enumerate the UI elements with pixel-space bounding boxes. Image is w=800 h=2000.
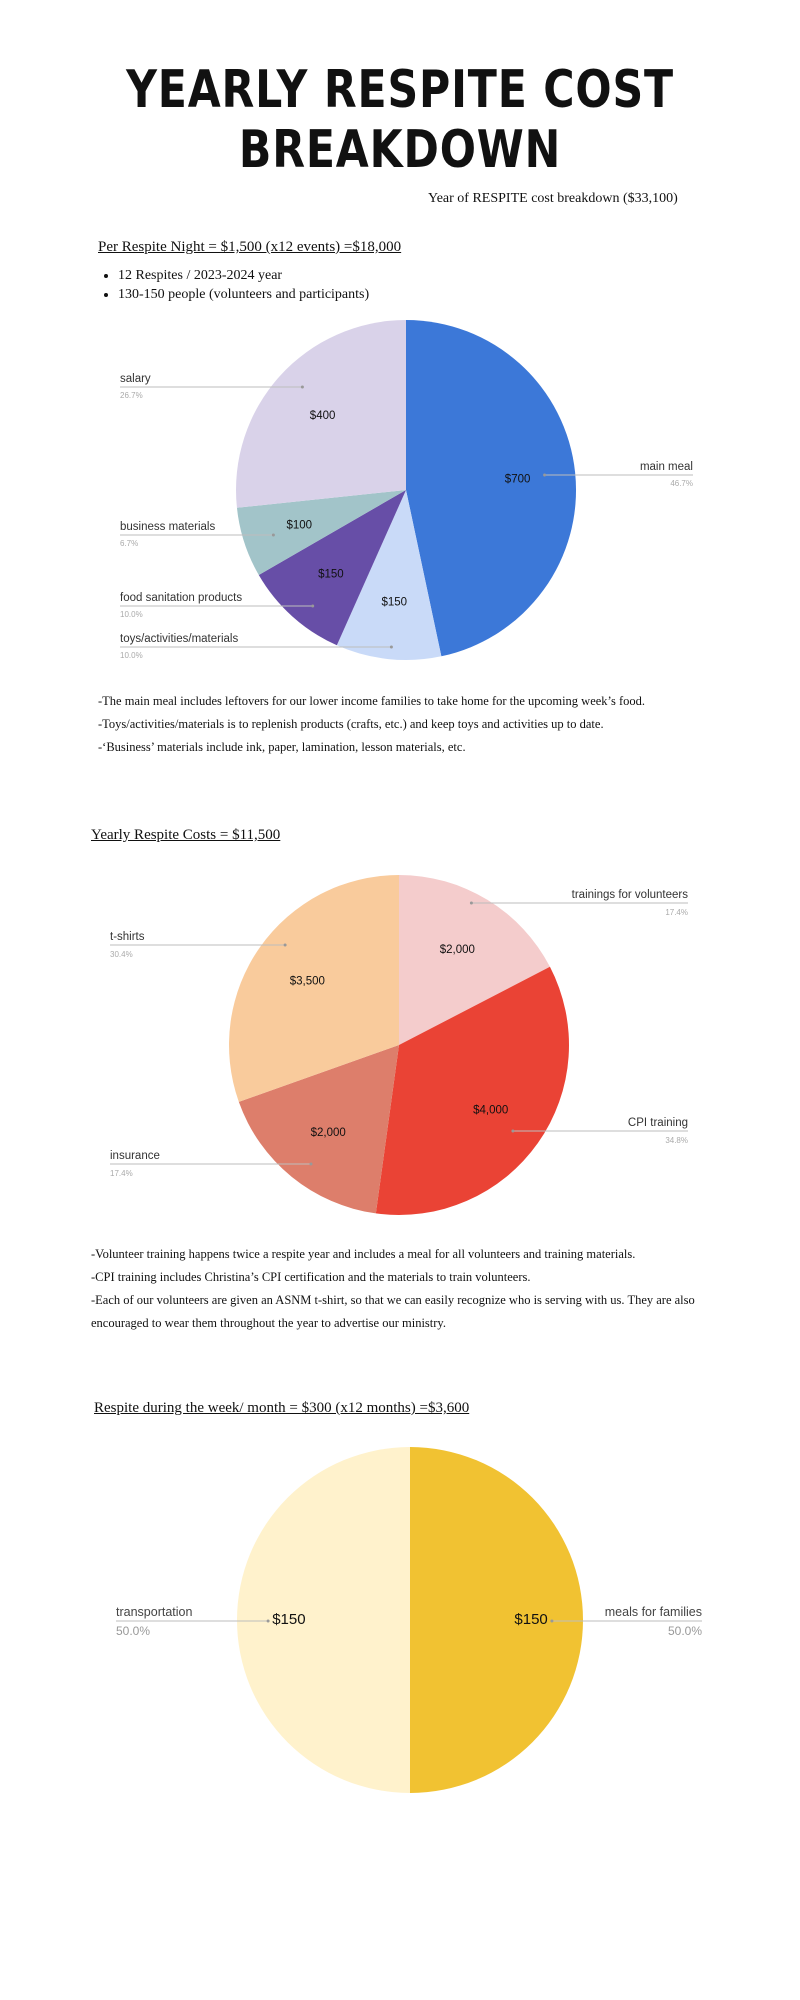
slice-percent-label: 6.7% [120, 539, 139, 548]
slice-category-label: t-shirts [110, 931, 145, 943]
pie-slice [406, 320, 576, 656]
section1-note: -The main meal includes leftovers for our lower income families to take home for the upcoming week’s food. [98, 694, 646, 708]
slice-category-label: toys/activities/materials [120, 633, 239, 645]
slice-category-label: salary [120, 373, 151, 385]
leader-dot [470, 902, 473, 905]
leader-dot [390, 646, 393, 649]
section2-note: -Volunteer training happens twice a respite year and includes a meal for all volunteers and training materials. [91, 1247, 636, 1261]
slice-percent-label: 30.4% [110, 950, 133, 959]
section2-note: -Each of our volunteers are given an ASNM t-shirt, so that we can easily recognize who is serving with us. They are also encouraged to wear them throughout the year to advertise our ministry. [91, 1293, 695, 1330]
section1-note: -Toys/activities/materials is to replenish products (crafts, etc.) and keep toys and activities up to date. [98, 717, 604, 731]
section1-bullets [98, 266, 369, 304]
slice-percent-label: 50.0% [116, 1624, 151, 1638]
slice-value-label: $150 [381, 596, 408, 609]
slice-value-label: $150 [514, 1611, 548, 1628]
slice-value-label: $2,000 [310, 1127, 346, 1139]
slice-percent-label: 10.0% [120, 610, 143, 619]
slice-value-label: $2,000 [439, 944, 475, 957]
slice-category-label: CPI training [627, 1117, 688, 1129]
slice-category-label: business materials [120, 521, 216, 533]
slice-percent-label: 34.8% [665, 1136, 688, 1145]
page-subtitle: Year of RESPITE cost breakdown ($33,100) [428, 191, 678, 206]
slice-value-label: $3,500 [289, 975, 325, 988]
slice-category-label: insurance [110, 1150, 160, 1162]
slice-value-label: $100 [286, 519, 313, 532]
weekly-cost-pie-chart [0, 1430, 800, 1810]
leader-dot [267, 1620, 270, 1623]
yearly-cost-pie-chart [0, 860, 800, 1220]
slice-percent-label: 10.0% [120, 651, 143, 660]
section3-heading: Respite during the week/ month = $300 (x12 months) =$3,600 [94, 1400, 470, 1416]
leader-dot [511, 1130, 514, 1133]
section1-bullet: • 130-150 people (volunteers and participants) [118, 285, 369, 304]
page-title: YEARLY RESPITE COST BREAKDOWN [126, 60, 674, 180]
leader-dot [550, 1620, 553, 1623]
slice-category-label: meals for families [604, 1605, 702, 1619]
slice-percent-label: 17.4% [665, 908, 688, 917]
section1-note: -‘Business’ materials include ink, paper, lamination, lesson materials, etc. [98, 740, 466, 754]
slice-percent-label: 26.7% [120, 391, 143, 400]
section1-heading: Per Respite Night = $1,500 (x12 events) =$18,000 [98, 239, 402, 255]
leader-dot [310, 1163, 313, 1166]
section2-note: -CPI training includes Christina’s CPI certification and the materials to train volunteers. [91, 1270, 531, 1284]
section2-heading: Yearly Respite Costs = $11,500 [91, 827, 281, 843]
section2-notes [91, 1243, 711, 1335]
slice-percent-label: 46.7% [670, 479, 693, 488]
section1-bullet: • 12 Respites / 2023-2024 year [118, 266, 369, 285]
night-cost-pie-chart [0, 300, 800, 680]
pie-slice [410, 1447, 583, 1793]
pie-slice [237, 1447, 410, 1793]
slice-value-label: $150 [272, 1611, 306, 1628]
slice-category-label: main meal [639, 461, 693, 473]
slice-category-label: food sanitation products [120, 592, 243, 604]
section1-notes [98, 690, 645, 759]
slice-value-label: $400 [309, 409, 336, 422]
leader-dot [311, 605, 314, 608]
slice-category-label: trainings for volunteers [571, 889, 688, 901]
leader-dot [543, 474, 546, 477]
leader-dot [272, 534, 275, 537]
leader-dot [284, 944, 287, 947]
slice-value-label: $700 [504, 473, 531, 486]
slice-value-label: $150 [318, 568, 344, 581]
leader-dot [301, 386, 304, 389]
slice-category-label: transportation [116, 1605, 193, 1619]
slice-percent-label: 50.0% [667, 1624, 702, 1638]
slice-value-label: $4,000 [473, 1104, 509, 1117]
slice-percent-label: 17.4% [110, 1169, 133, 1178]
